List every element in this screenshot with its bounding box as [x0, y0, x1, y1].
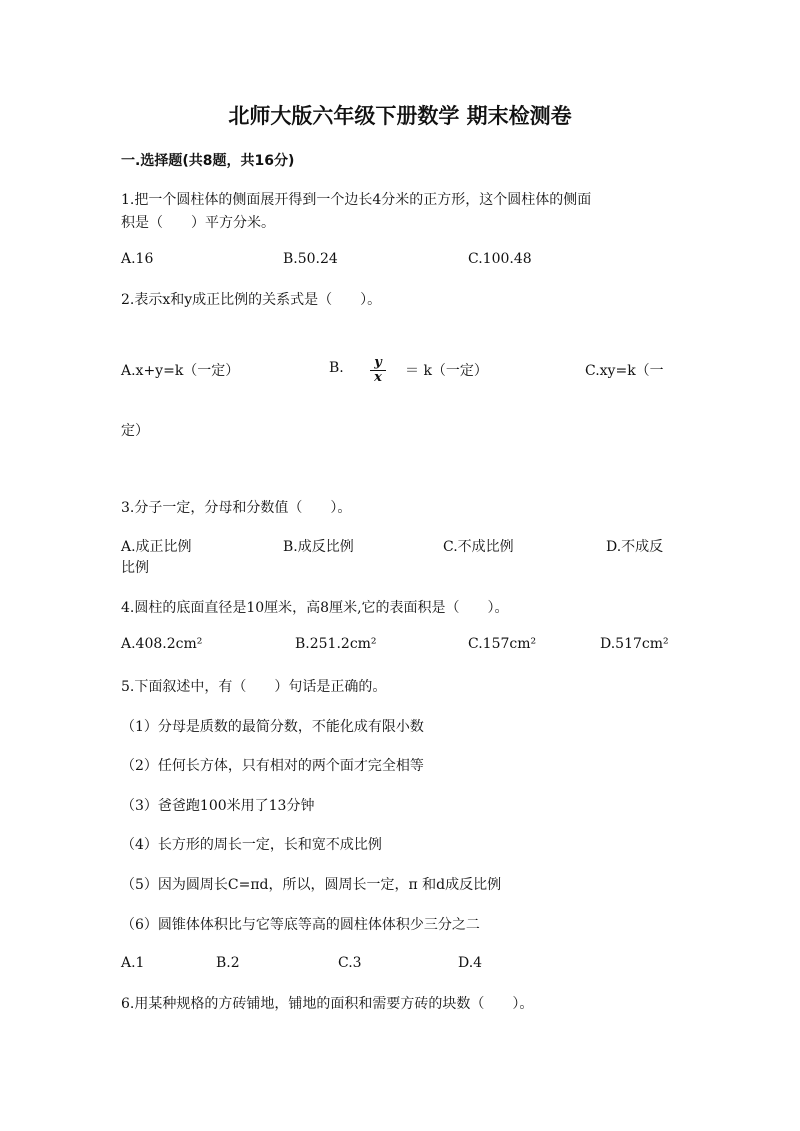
question-3-option-b[interactable]: B.成反比例	[283, 539, 354, 555]
question-2-option-b-rest: ＝ k（一定）	[405, 363, 488, 379]
question-6-stem: 6.用某种规格的方砖铺地，铺地的面积和需要方砖的块数（ ）。	[121, 996, 534, 1012]
question-2-option-b-label[interactable]: B.	[329, 360, 344, 376]
section-heading: 一.选择题(共8题，共16分)	[121, 153, 295, 169]
question-2-stem: 2.表示x和y成正比例的关系式是（ ）。	[121, 292, 382, 308]
question-2-option-c-continued: 定）	[121, 423, 149, 439]
question-1-option-c[interactable]: C.100.48	[468, 251, 532, 267]
question-3-option-c[interactable]: C.不成比例	[443, 539, 514, 555]
question-5-option-a[interactable]: A.1	[121, 955, 145, 971]
question-1-option-a[interactable]: A.16	[121, 251, 154, 267]
page-title: 北师大版六年级下册数学 期末检测卷	[228, 104, 572, 128]
question-5-statement-4: （4）长方形的周长一定，长和宽不成比例	[121, 837, 382, 853]
question-5-option-c[interactable]: C.3	[338, 955, 362, 971]
question-3-option-d[interactable]: D.不成反	[606, 539, 664, 555]
question-4-stem: 4.圆柱的底面直径是10厘米，高8厘米,它的表面积是（ ）。	[121, 600, 509, 616]
question-5-stem: 5.下面叙述中，有（ ）句话是正确的。	[121, 679, 387, 695]
question-4-option-c[interactable]: C.157cm²	[468, 636, 537, 652]
question-5-option-b[interactable]: B.2	[216, 955, 240, 971]
question-3-option-a[interactable]: A.成正比例	[121, 539, 192, 555]
question-2-option-c[interactable]: C.xy=k（一	[585, 363, 664, 379]
question-4-option-a[interactable]: A.408.2cm²	[121, 636, 203, 652]
question-1-option-b[interactable]: B.50.24	[283, 251, 338, 267]
question-5-statement-2: （2）任何长方体，只有相对的两个面才完全相等	[121, 758, 424, 774]
question-4-option-b[interactable]: B.251.2cm²	[295, 636, 377, 652]
question-1-stem-line2: 积是（ ）平方分米。	[121, 215, 275, 231]
question-5-statement-5: （5）因为圆周长C=πd，所以，圆周长一定，π 和d成反比例	[121, 877, 502, 893]
question-3-stem: 3.分子一定，分母和分数值（ ）。	[121, 500, 352, 516]
fraction-numerator: y	[374, 355, 382, 370]
question-1-stem-line1: 1.把一个圆柱体的侧面展开得到一个边长4分米的正方形，这个圆柱体的侧面	[121, 192, 592, 208]
question-5-statement-6: （6）圆锥体体积比与它等底等高的圆柱体体积少三分之二	[121, 917, 480, 933]
question-5-statement-3: （3）爸爸跑100米用了13分钟	[121, 798, 315, 814]
question-3-option-d-continued: 比例	[121, 560, 149, 576]
question-5-option-d[interactable]: D.4	[458, 955, 483, 971]
question-2-option-a[interactable]: A.x+y=k（一定）	[121, 363, 240, 379]
fraction-denominator: x	[374, 370, 382, 385]
question-4-option-d[interactable]: D.517cm²	[600, 636, 669, 652]
question-5-statement-1: （1）分母是质数的最简分数，不能化成有限小数	[121, 719, 424, 735]
